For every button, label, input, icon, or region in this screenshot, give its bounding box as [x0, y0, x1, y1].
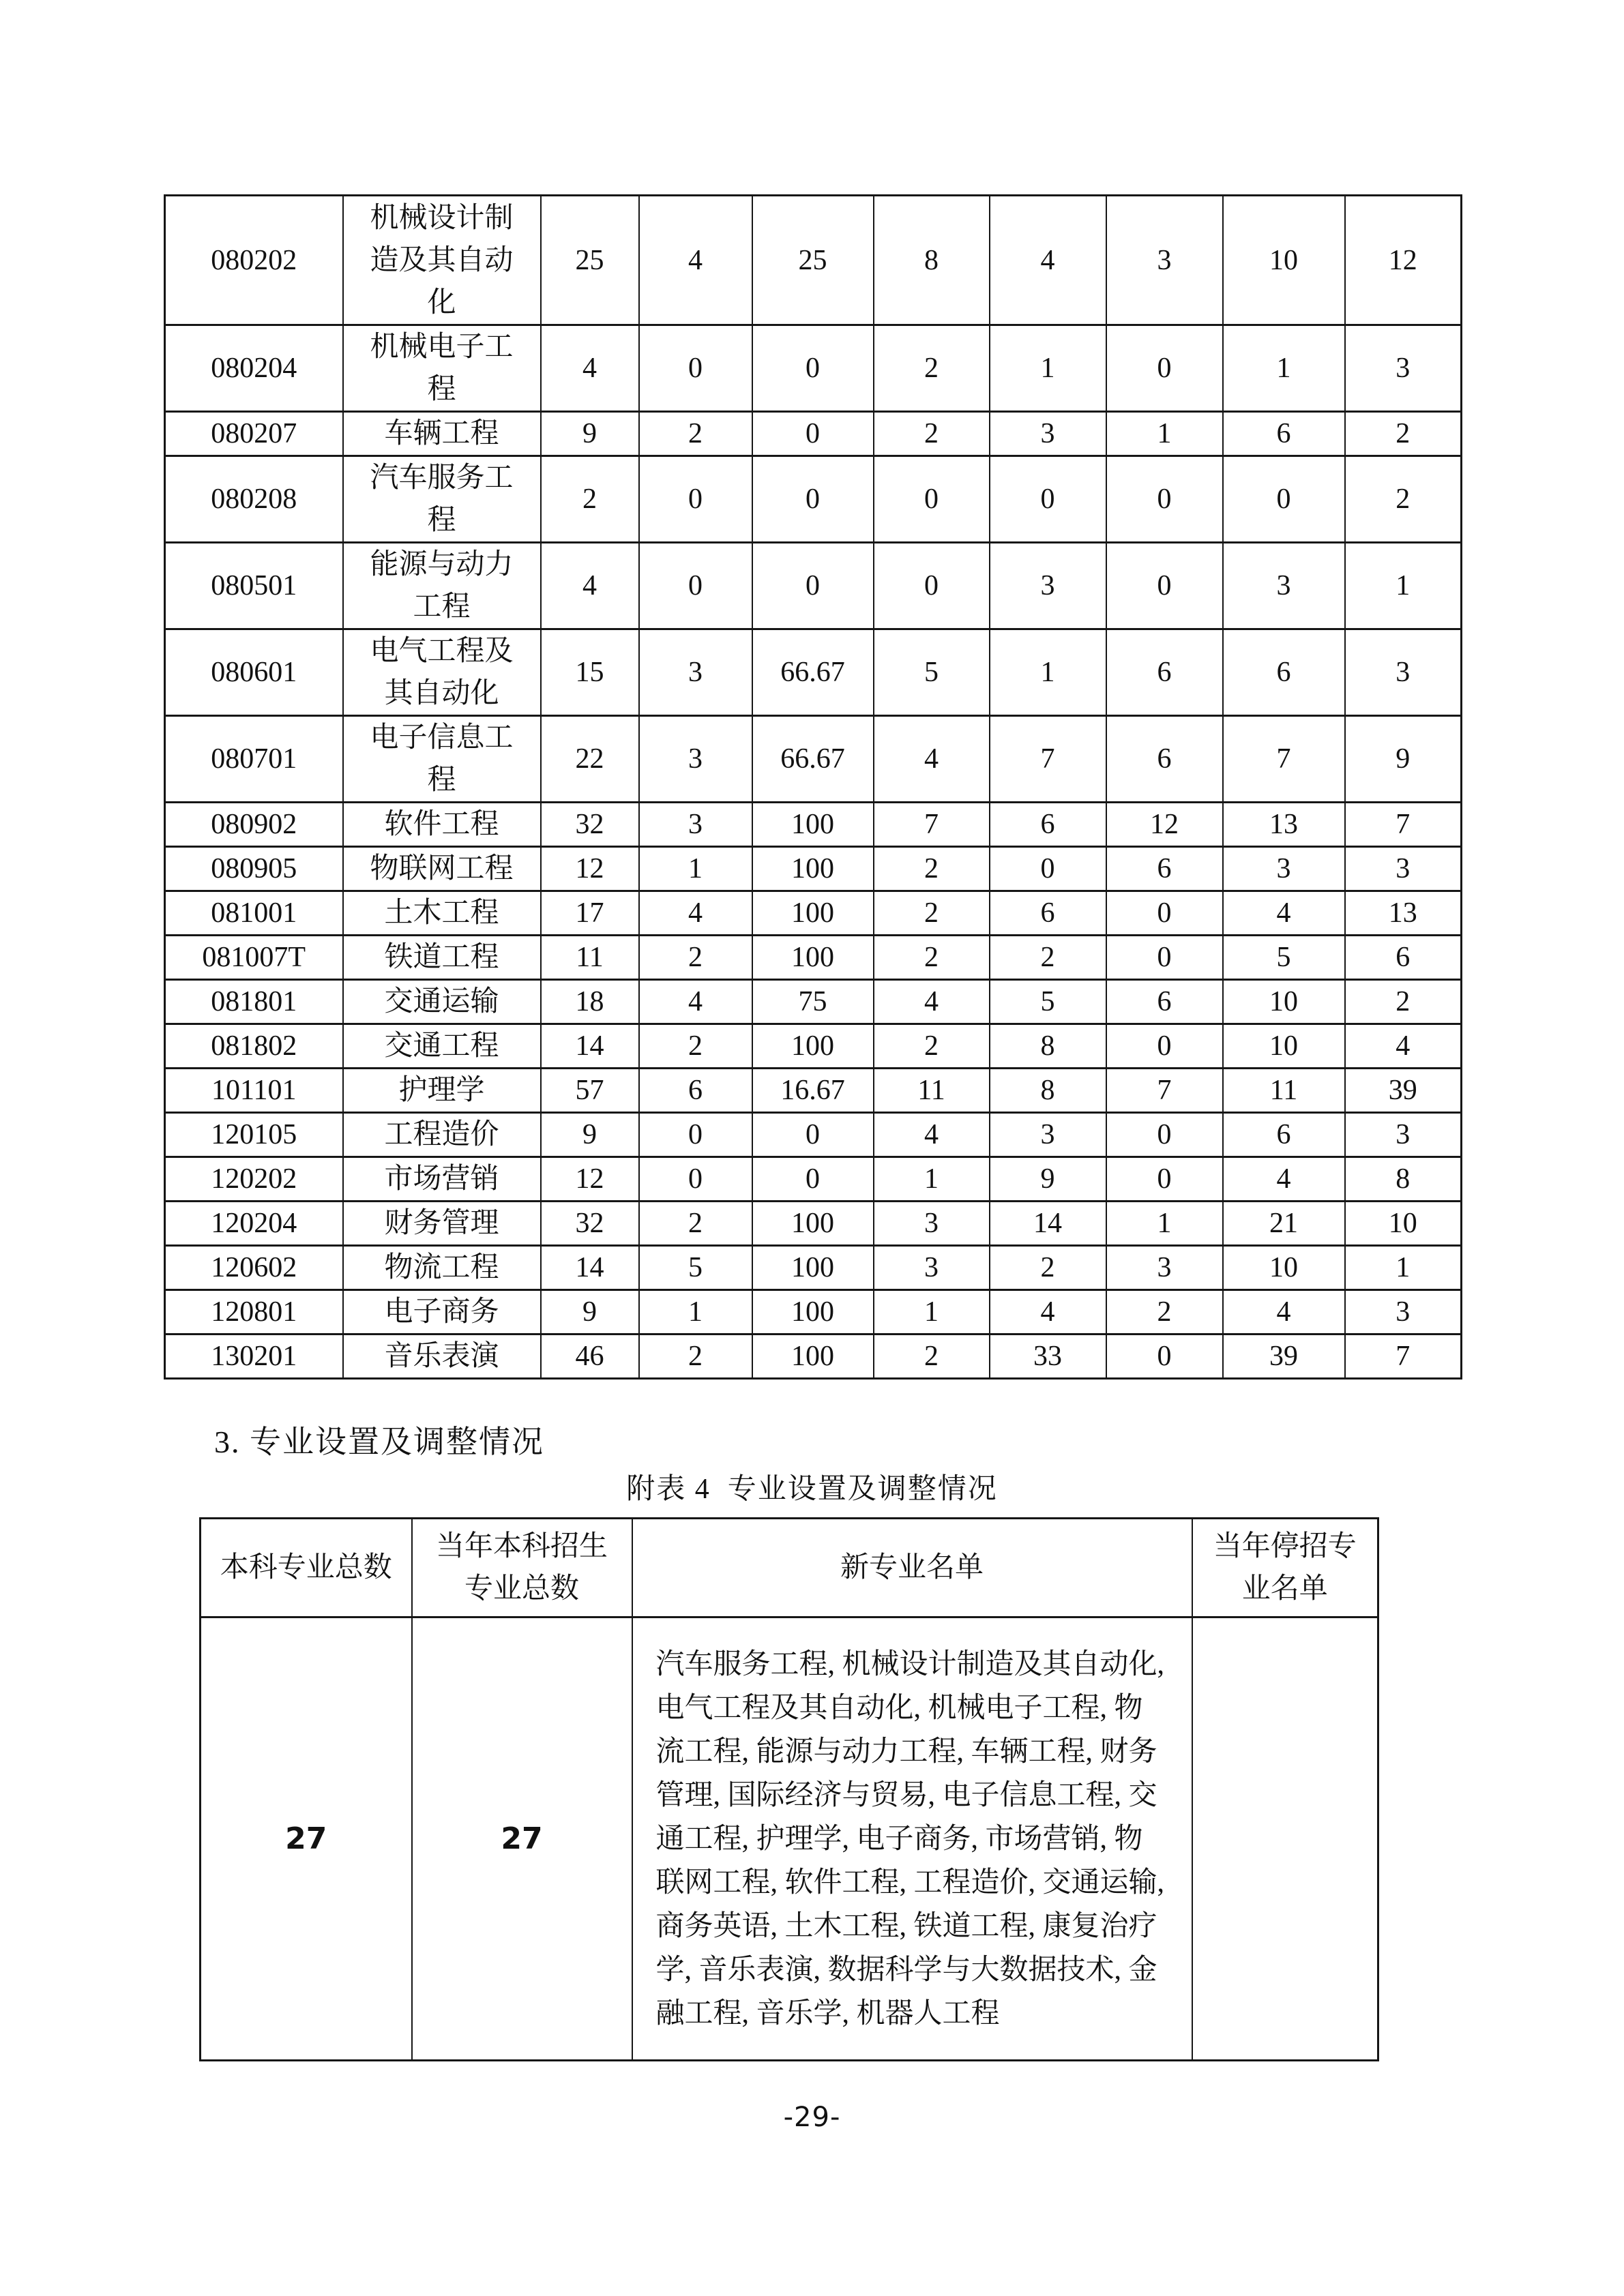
cell-value: 6 — [990, 803, 1106, 847]
cell-value: 6 — [639, 1069, 752, 1113]
cell-value: 0 — [1106, 891, 1223, 936]
table-row — [165, 543, 1462, 629]
cell-value: 32 — [541, 803, 639, 847]
cell-value: 11 — [1223, 1069, 1345, 1113]
cell-value: 3 — [874, 1246, 990, 1290]
cell-name: 电气工程及其自动化 — [343, 629, 541, 716]
cell-value: 0 — [1106, 1024, 1223, 1069]
cell-value: 2 — [990, 1246, 1106, 1290]
cell-value: 2 — [1345, 980, 1462, 1024]
cell-value: 3 — [1223, 543, 1345, 629]
cell-value: 33 — [990, 1335, 1106, 1379]
cell-value: 3 — [639, 716, 752, 803]
cell-code: 080207 — [165, 412, 343, 456]
cell-name: 软件工程 — [343, 803, 541, 847]
cell-value: 4 — [639, 891, 752, 936]
table-row — [165, 1335, 1462, 1379]
page-number: -29- — [783, 2102, 841, 2133]
cell-name: 交通运输 — [343, 980, 541, 1024]
cell-code: 081801 — [165, 980, 343, 1024]
cell-name: 物流工程 — [343, 1246, 541, 1290]
cell-name: 能源与动力工程 — [343, 543, 541, 629]
table-row — [165, 325, 1462, 412]
cell-value: 2 — [874, 847, 990, 891]
cell-value: 1 — [639, 847, 752, 891]
cell-value: 1 — [990, 325, 1106, 412]
cell-value: 2 — [639, 1024, 752, 1069]
cell-value: 7 — [1345, 1335, 1462, 1379]
cell-value: 0 — [1106, 936, 1223, 980]
cell-value: 3 — [1106, 1246, 1223, 1290]
cell-code: 080601 — [165, 629, 343, 716]
cell-value: 11 — [874, 1069, 990, 1113]
cell-name: 电子信息工程 — [343, 716, 541, 803]
cell-code: 080905 — [165, 847, 343, 891]
cell-code: 120801 — [165, 1290, 343, 1335]
col-header-discontinued-majors: 当年停招专业名单 — [1192, 1519, 1378, 1617]
cell-value: 0 — [874, 456, 990, 543]
cell-value: 0 — [752, 412, 874, 456]
cell-value: 75 — [752, 980, 874, 1024]
cell-value: 3 — [990, 412, 1106, 456]
cell-value: 11 — [541, 936, 639, 980]
cell-code: 080501 — [165, 543, 343, 629]
majors-table-body — [165, 196, 1462, 1379]
cell-value: 3 — [874, 1202, 990, 1246]
cell-code: 101101 — [165, 1069, 343, 1113]
cell-value: 2 — [874, 1024, 990, 1069]
cell-value: 2 — [1106, 1290, 1223, 1335]
table-row — [165, 629, 1462, 716]
cell-value: 0 — [752, 543, 874, 629]
cell-value: 66.67 — [752, 629, 874, 716]
cell-value: 13 — [1223, 803, 1345, 847]
cell-value: 6 — [1223, 629, 1345, 716]
cell-value: 0 — [639, 456, 752, 543]
cell-value: 5 — [1223, 936, 1345, 980]
cell-value: 2 — [874, 325, 990, 412]
cell-value: 6 — [1223, 1113, 1345, 1157]
cell-value: 6 — [1106, 847, 1223, 891]
cell-value: 7 — [1345, 803, 1462, 847]
cell-name: 机械电子工程 — [343, 325, 541, 412]
table-row — [165, 847, 1462, 891]
cell-value: 1 — [639, 1290, 752, 1335]
cell-value: 7 — [990, 716, 1106, 803]
cell-name: 机械设计制造及其自动化 — [343, 196, 541, 325]
col-header-enrolling-majors: 当年本科招生专业总数 — [412, 1519, 632, 1617]
cell-value: 0 — [639, 325, 752, 412]
table-row — [165, 1290, 1462, 1335]
cell-value: 57 — [541, 1069, 639, 1113]
cell-code: 120105 — [165, 1113, 343, 1157]
cell-value: 4 — [1345, 1024, 1462, 1069]
cell-value: 0 — [1106, 456, 1223, 543]
cell-value: 8 — [990, 1024, 1106, 1069]
cell-value: 32 — [541, 1202, 639, 1246]
cell-value: 7 — [1106, 1069, 1223, 1113]
table-row — [165, 1069, 1462, 1113]
cell-code: 080208 — [165, 456, 343, 543]
cell-discontinued-majors — [1192, 1617, 1378, 2061]
cell-value: 100 — [752, 1335, 874, 1379]
cell-value: 9 — [541, 412, 639, 456]
cell-value: 2 — [1345, 456, 1462, 543]
cell-code: 080902 — [165, 803, 343, 847]
cell-value: 2 — [639, 412, 752, 456]
cell-value: 2 — [874, 891, 990, 936]
cell-value: 9 — [541, 1290, 639, 1335]
cell-code: 120204 — [165, 1202, 343, 1246]
table-row — [165, 1202, 1462, 1246]
cell-value: 3 — [990, 543, 1106, 629]
cell-value: 4 — [639, 196, 752, 325]
cell-value: 1 — [874, 1157, 990, 1202]
cell-value: 14 — [990, 1202, 1106, 1246]
cell-value: 2 — [874, 412, 990, 456]
table-row — [165, 716, 1462, 803]
cell-value: 39 — [1223, 1335, 1345, 1379]
cell-value: 1 — [1223, 325, 1345, 412]
cell-value: 22 — [541, 716, 639, 803]
cell-value: 5 — [990, 980, 1106, 1024]
cell-code: 080701 — [165, 716, 343, 803]
cell-value: 3 — [1345, 1290, 1462, 1335]
cell-value: 25 — [752, 196, 874, 325]
cell-value: 2 — [874, 1335, 990, 1379]
col-header-new-majors: 新专业名单 — [632, 1519, 1192, 1617]
cell-value: 12 — [541, 847, 639, 891]
cell-value: 7 — [874, 803, 990, 847]
cell-value: 0 — [1106, 325, 1223, 412]
cell-value: 4 — [990, 1290, 1106, 1335]
cell-value: 0 — [752, 325, 874, 412]
cell-value: 0 — [752, 456, 874, 543]
cell-name: 财务管理 — [343, 1202, 541, 1246]
cell-name: 市场营销 — [343, 1157, 541, 1202]
cell-value: 0 — [990, 847, 1106, 891]
cell-value: 4 — [874, 1113, 990, 1157]
cell-value: 9 — [1345, 716, 1462, 803]
cell-value: 1 — [990, 629, 1106, 716]
cell-value: 18 — [541, 980, 639, 1024]
cell-value: 4 — [1223, 1290, 1345, 1335]
cell-value: 1 — [1345, 1246, 1462, 1290]
cell-code: 081007T — [165, 936, 343, 980]
cell-value: 4 — [541, 543, 639, 629]
cell-value: 4 — [990, 196, 1106, 325]
adjustment-table — [199, 1517, 1379, 2061]
cell-value: 46 — [541, 1335, 639, 1379]
cell-new-majors: 汽车服务工程, 机械设计制造及其自动化, 电气工程及其自动化, 机械电子工程, 物流工程, 能源与动力工程, 车辆工程, 财务管理, 国际经济与贸易, 电子信息工程, 交通工程, 护理学, 电子商务, 市场营销, 物联网工程, 软件工程, 工程造价, 交通运输, 商务英语, 土木工程, 铁道工程, 康复治疗学, 音乐表演, 数据科学与大数据技术, 金融工程, 音乐学, 机器人工程 — [632, 1617, 1192, 2061]
cell-value: 0 — [752, 1113, 874, 1157]
cell-enrolling-majors: 27 — [412, 1617, 632, 2061]
cell-value: 3 — [1345, 629, 1462, 716]
cell-name: 汽车服务工程 — [343, 456, 541, 543]
adjustment-table-header-row — [201, 1519, 1378, 1617]
cell-name: 物联网工程 — [343, 847, 541, 891]
cell-value: 6 — [990, 891, 1106, 936]
cell-value: 3 — [1106, 196, 1223, 325]
cell-value: 10 — [1345, 1202, 1462, 1246]
cell-value: 5 — [639, 1246, 752, 1290]
cell-value: 9 — [541, 1113, 639, 1157]
cell-value: 7 — [1223, 716, 1345, 803]
cell-value: 8 — [990, 1069, 1106, 1113]
cell-code: 130201 — [165, 1335, 343, 1379]
cell-value: 3 — [1223, 847, 1345, 891]
cell-value: 3 — [990, 1113, 1106, 1157]
cell-value: 16.67 — [752, 1069, 874, 1113]
cell-value: 6 — [1106, 716, 1223, 803]
table-row — [165, 1024, 1462, 1069]
cell-code: 120602 — [165, 1246, 343, 1290]
cell-value: 0 — [639, 1113, 752, 1157]
cell-value: 12 — [1345, 196, 1462, 325]
cell-value: 2 — [874, 936, 990, 980]
cell-value: 10 — [1223, 196, 1345, 325]
table-row — [165, 412, 1462, 456]
cell-value: 2 — [1345, 412, 1462, 456]
cell-value: 3 — [1345, 847, 1462, 891]
cell-value: 0 — [639, 543, 752, 629]
cell-value: 10 — [1223, 980, 1345, 1024]
cell-value: 4 — [1223, 1157, 1345, 1202]
cell-value: 100 — [752, 1202, 874, 1246]
majors-table — [164, 194, 1462, 1380]
cell-value: 6 — [1106, 629, 1223, 716]
cell-name: 铁道工程 — [343, 936, 541, 980]
cell-name: 音乐表演 — [343, 1335, 541, 1379]
cell-value: 12 — [541, 1157, 639, 1202]
cell-value: 1 — [1106, 1202, 1223, 1246]
cell-value: 4 — [1223, 891, 1345, 936]
cell-value: 14 — [541, 1024, 639, 1069]
cell-value: 3 — [639, 629, 752, 716]
cell-value: 8 — [874, 196, 990, 325]
cell-value: 17 — [541, 891, 639, 936]
cell-value: 21 — [1223, 1202, 1345, 1246]
cell-value: 0 — [1223, 456, 1345, 543]
cell-value: 1 — [874, 1290, 990, 1335]
cell-value: 10 — [1223, 1246, 1345, 1290]
cell-value: 14 — [541, 1246, 639, 1290]
cell-value: 39 — [1345, 1069, 1462, 1113]
table-row — [165, 891, 1462, 936]
cell-value: 13 — [1345, 891, 1462, 936]
cell-value: 0 — [1106, 1335, 1223, 1379]
cell-name: 土木工程 — [343, 891, 541, 936]
cell-value: 0 — [639, 1157, 752, 1202]
cell-code: 120202 — [165, 1157, 343, 1202]
cell-value: 10 — [1223, 1024, 1345, 1069]
cell-value: 0 — [752, 1157, 874, 1202]
cell-code: 080202 — [165, 196, 343, 325]
table-caption: 附表 4 专业设置及调整情况 — [626, 1474, 998, 1505]
cell-value: 100 — [752, 1024, 874, 1069]
cell-name: 工程造价 — [343, 1113, 541, 1157]
cell-value: 100 — [752, 936, 874, 980]
cell-value: 0 — [1106, 543, 1223, 629]
cell-value: 1 — [1345, 543, 1462, 629]
table-row — [165, 196, 1462, 325]
cell-value: 0 — [874, 543, 990, 629]
cell-value: 8 — [1345, 1157, 1462, 1202]
cell-value: 100 — [752, 847, 874, 891]
cell-value: 100 — [752, 1290, 874, 1335]
cell-value: 100 — [752, 803, 874, 847]
cell-value: 6 — [1345, 936, 1462, 980]
cell-value: 3 — [639, 803, 752, 847]
table-row — [201, 1617, 1378, 2061]
cell-value: 100 — [752, 1246, 874, 1290]
cell-value: 3 — [1345, 1113, 1462, 1157]
table-row — [165, 1113, 1462, 1157]
cell-value: 2 — [639, 1202, 752, 1246]
cell-value: 0 — [1106, 1113, 1223, 1157]
cell-value: 5 — [874, 629, 990, 716]
table-row — [165, 456, 1462, 543]
cell-name: 交通工程 — [343, 1024, 541, 1069]
cell-value: 0 — [1106, 1157, 1223, 1202]
col-header-total-majors: 本科专业总数 — [201, 1519, 412, 1617]
cell-value: 1 — [1106, 412, 1223, 456]
cell-value: 2 — [639, 1335, 752, 1379]
cell-value: 4 — [541, 325, 639, 412]
cell-value: 4 — [874, 980, 990, 1024]
cell-code: 081001 — [165, 891, 343, 936]
cell-value: 3 — [1345, 325, 1462, 412]
cell-name: 车辆工程 — [343, 412, 541, 456]
cell-value: 6 — [1106, 980, 1223, 1024]
cell-value: 2 — [541, 456, 639, 543]
cell-value: 2 — [639, 936, 752, 980]
table-row — [165, 980, 1462, 1024]
cell-total-majors: 27 — [201, 1617, 412, 2061]
cell-code: 080204 — [165, 325, 343, 412]
table-row — [165, 803, 1462, 847]
cell-value: 4 — [639, 980, 752, 1024]
cell-value: 6 — [1223, 412, 1345, 456]
cell-code: 081802 — [165, 1024, 343, 1069]
table-row — [165, 1246, 1462, 1290]
cell-value: 2 — [990, 936, 1106, 980]
table-row — [165, 936, 1462, 980]
cell-value: 25 — [541, 196, 639, 325]
cell-value: 12 — [1106, 803, 1223, 847]
cell-value: 66.67 — [752, 716, 874, 803]
cell-name: 护理学 — [343, 1069, 541, 1113]
cell-value: 15 — [541, 629, 639, 716]
cell-value: 0 — [990, 456, 1106, 543]
cell-name: 电子商务 — [343, 1290, 541, 1335]
cell-value: 100 — [752, 891, 874, 936]
cell-value: 9 — [990, 1157, 1106, 1202]
table-row — [165, 1157, 1462, 1202]
section-heading: 3. 专业设置及调整情况 — [214, 1425, 544, 1459]
cell-value: 4 — [874, 716, 990, 803]
